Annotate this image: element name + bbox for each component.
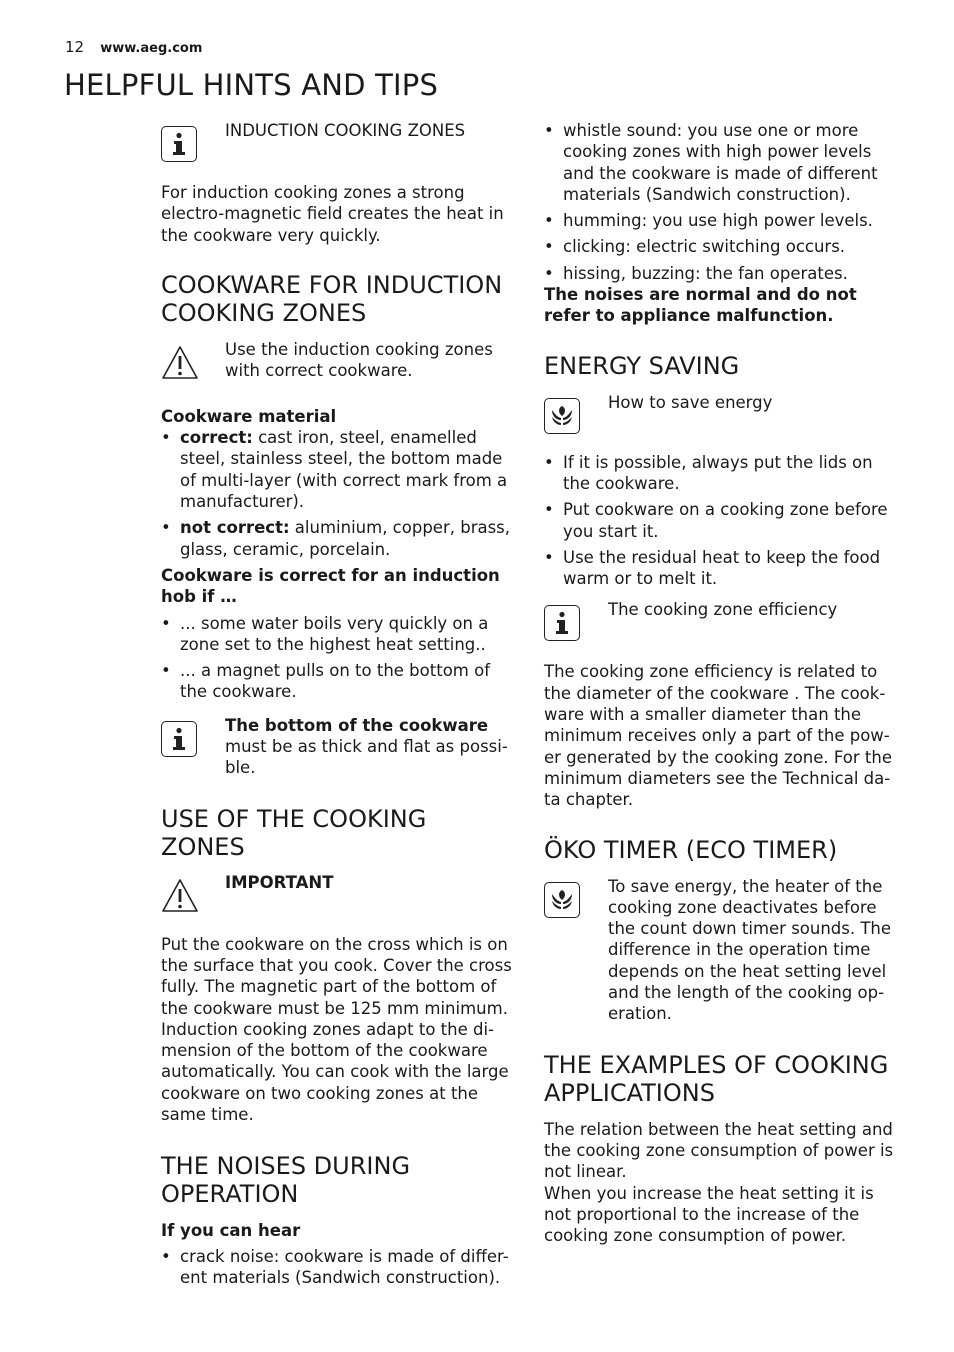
page-number: 12 [65,38,85,56]
list-item [161,427,513,512]
info-icon [161,721,197,757]
right-column [544,120,896,1246]
info-text [225,715,513,779]
material-list [161,427,513,560]
section-heading-noises: THE NOISES DURING OPERATION [161,1152,411,1209]
section-heading-cookware: COOKWARE FOR INDUCTION COOKING ZONES [161,270,503,327]
list-item: • humming: you use high power levels. [544,210,896,231]
info-icon [544,605,580,641]
eco-notice-timer [544,876,896,1025]
intro-text: For induction cooking zones a strong electro-magnetic field creates the heat in the cookware very quickly. [161,183,504,245]
list-item: • hissing, buzzing: the fan operates. [544,263,896,284]
eco-notice-save-energy [544,392,896,452]
item-bold-label: correct: [180,428,253,448]
list-item: • ... some water boils very quickly on a zone set to the highest heat setting.. [161,613,513,656]
info-icon [161,126,197,162]
item-text: aluminium, copper, brass, glass, ceramic, porcelain. [180,518,511,559]
left-column [161,120,513,1293]
item-bold-label: not correct: [180,518,290,538]
list-item [161,517,513,560]
info-bold-text: The bottom of the cookware [225,715,489,735]
item-text: cast iron, steel, enamelled steel, stainless steel, the bottom made of multi-layer (with correct mark from a manufacturer). [180,428,508,512]
noise-list-left [161,1246,513,1289]
website-url: www.aeg.com [100,41,203,56]
examples-text-2: When you increase the heat setting it is not proportional to the increase of the cooking zone consumption of power. [544,1183,874,1246]
list-item: • clicking: electric switching occurs. [544,236,896,257]
eco-leaf-icon [544,882,580,918]
warning-text: Use the induction cooking zones with correct cookware. [225,339,493,381]
warning-icon [161,345,197,381]
section-heading-energy: ENERGY SAVING [544,351,740,380]
warning-label: IMPORTANT [225,872,334,892]
subheading-if-you-can-hear: If you can hear [161,1221,301,1241]
info-label: INDUCTION COOKING ZONES [225,121,466,140]
subheading-correct-if: Cookware is correct for an induction hob if … [161,565,500,607]
noise-note: The noises are normal and do not refer to appliance malfunction. [544,285,857,326]
eco-text: To save energy, the heater of the cooking zone deactivates before the count down timer sounds. The difference in the operation time depends on the heat setting level and the length of the cooking op-eration. [608,876,892,1024]
energy-list [544,452,896,590]
noise-list-right [544,120,896,284]
list-item: • crack noise: cookware is made of differ-ent materials (Sandwich construction). [161,1246,513,1289]
examples-text-1: The relation between the heat setting and the cooking zone consumption of power is not linear. [544,1119,894,1182]
page-header [65,38,202,56]
warning-notice-cookware [161,339,513,397]
eco-text: How to save energy [608,392,773,412]
info-notice-efficiency [544,599,896,661]
list-item: • ... a magnet pulls on to the bottom of the cookware. [161,660,513,703]
info-notice-induction [161,120,513,182]
list-item: • whistle sound: you use one or more cooking zones with high power levels and the cookware is made of different materials (Sandwich construction). [544,120,896,205]
section-heading-use: USE OF THE COOKING ZONES [161,804,427,861]
section-heading-examples: THE EXAMPLES OF COOKING APPLICATIONS [544,1050,889,1107]
page-title: HELPFUL HINTS AND TIPS [64,68,439,102]
efficiency-text: The cooking zone efficiency is related to the diameter of the cookware . The cook-ware with a smaller diameter than the minimum receives only a part of the pow-er generated by the cooking zone. For the minimum diameters see the Technical da-ta chapter. [544,662,892,810]
correct-list [161,613,513,703]
list-item: • Use the residual heat to keep the food warm or to melt it. [544,547,896,590]
eco-leaf-icon [544,398,580,434]
list-item: • If it is possible, always put the lids on the cookware. [544,452,896,495]
list-item: • Put cookware on a cooking zone before you start it. [544,499,896,542]
use-text: Put the cookware on the cross which is on the surface that you cook. Cover the cross fully. The magnetic part of the bottom of the cookware must be 125 mm minimum. Induction cooking zones adapt to the di-mension of the bottom of the cookware automatically. You can cook with the large cookware on two cooking zones at the same time. [161,934,512,1125]
warning-notice-important [161,872,513,934]
subheading-cookware-material: Cookware material [161,406,337,426]
info-text: The cooking zone efficiency [608,600,838,620]
warning-icon [161,878,197,914]
info-notice-bottom [161,715,513,779]
info-rest-text: must be as thick and flat as possi-ble. [225,737,508,778]
section-heading-oko-timer: ÖKO TIMER (ECO TIMER) [544,835,838,864]
